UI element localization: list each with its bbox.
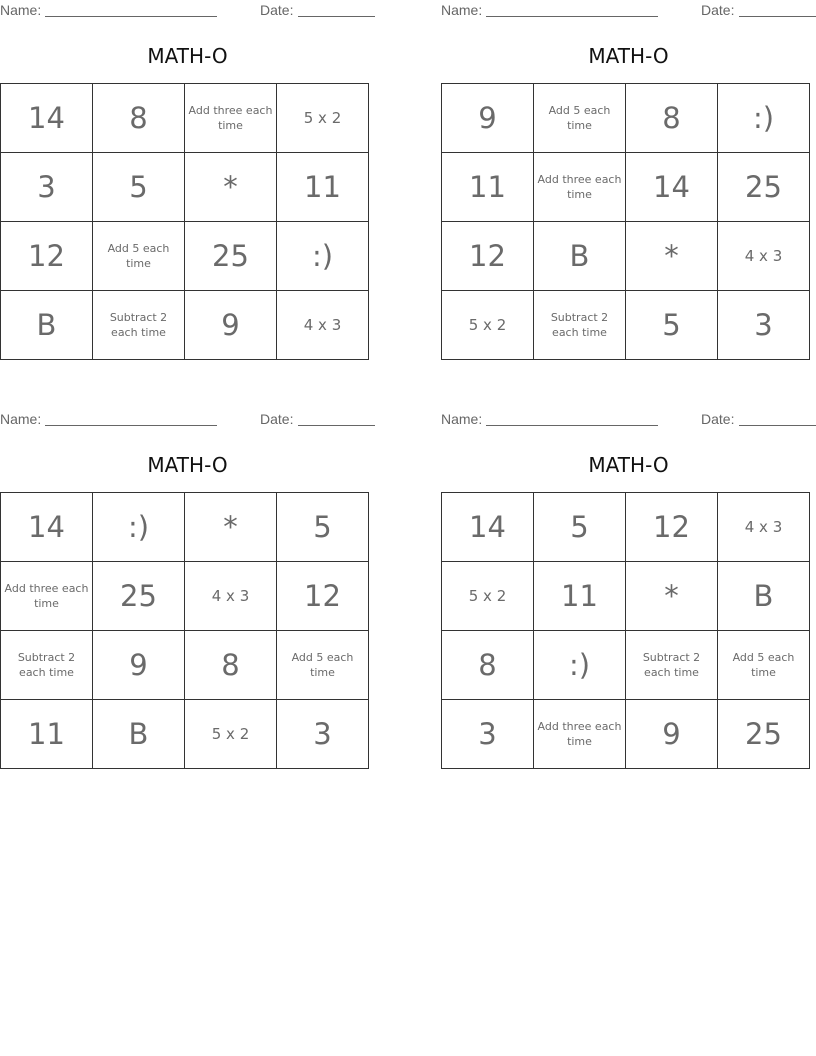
grid-cell: Add 5 each time (718, 631, 810, 700)
grid-cell: :) (93, 493, 185, 562)
grid-row (442, 291, 810, 360)
grid-cell: :) (534, 631, 626, 700)
date-blank-line (298, 425, 375, 426)
grid-row (1, 153, 369, 222)
grid-cell: 5 x 2 (442, 562, 534, 631)
name-blank-line (45, 425, 217, 426)
grid-row (1, 631, 369, 700)
grid-cell: 5 x 2 (185, 700, 277, 769)
grid-cell: 8 (185, 631, 277, 700)
grid-cell: 12 (626, 493, 718, 562)
grid-cell: 5 (277, 493, 369, 562)
grid-cell: 11 (1, 700, 93, 769)
grid-cell: 5 (626, 291, 718, 360)
grid-row (442, 222, 810, 291)
grid-row (1, 84, 369, 153)
name-date-row (441, 2, 816, 20)
grid-cell: Add 5 each time (93, 222, 185, 291)
grid-cell: 25 (185, 222, 277, 291)
card-title: MATH-O (588, 44, 669, 68)
grid-cell: B (93, 700, 185, 769)
grid-cell: 4 x 3 (718, 222, 810, 291)
card-title: MATH-O (588, 453, 669, 477)
card-title: MATH-O (147, 453, 228, 477)
name-date-row (441, 411, 816, 429)
grid-row (1, 222, 369, 291)
grid-row (442, 631, 810, 700)
grid-cell: :) (277, 222, 369, 291)
grid-cell: Add 5 each time (534, 84, 626, 153)
name-blank-line (45, 16, 217, 17)
name-label: Name: (0, 411, 42, 427)
name-blank-line (486, 425, 658, 426)
grid-cell: B (534, 222, 626, 291)
grid-cell: Add three each time (534, 700, 626, 769)
grid-cell: 9 (93, 631, 185, 700)
grid-cell: * (626, 562, 718, 631)
grid-cell: * (185, 153, 277, 222)
grid-cell: 5 (534, 493, 626, 562)
grid-cell: 11 (442, 153, 534, 222)
bingo-card-3 (0, 409, 376, 773)
date-label: Date: (701, 411, 735, 427)
bingo-grid (441, 83, 810, 360)
grid-cell: 11 (534, 562, 626, 631)
grid-cell: 25 (718, 153, 810, 222)
grid-cell: 4 x 3 (718, 493, 810, 562)
date-blank-line (298, 16, 375, 17)
name-blank-line (486, 16, 658, 17)
grid-cell: 5 (93, 153, 185, 222)
grid-cell: 14 (626, 153, 718, 222)
card-title: MATH-O (147, 44, 228, 68)
grid-row (442, 562, 810, 631)
bingo-grid (441, 492, 810, 769)
grid-cell: 25 (93, 562, 185, 631)
grid-cell: 8 (93, 84, 185, 153)
grid-cell: B (718, 562, 810, 631)
bingo-grid (0, 83, 369, 360)
grid-cell: 3 (1, 153, 93, 222)
grid-cell: 14 (1, 493, 93, 562)
date-blank-line (739, 16, 816, 17)
grid-cell: 11 (277, 153, 369, 222)
grid-cell: 12 (1, 222, 93, 291)
grid-cell: 3 (277, 700, 369, 769)
grid-cell: Subtract 2 each time (1, 631, 93, 700)
grid-cell: :) (718, 84, 810, 153)
grid-cell: 9 (442, 84, 534, 153)
grid-cell: Subtract 2 each time (93, 291, 185, 360)
name-label: Name: (441, 411, 483, 427)
grid-row (442, 84, 810, 153)
grid-cell: Add three each time (534, 153, 626, 222)
grid-cell: Add three each time (185, 84, 277, 153)
date-label: Date: (260, 2, 294, 18)
grid-cell: * (185, 493, 277, 562)
date-label: Date: (260, 411, 294, 427)
grid-cell: B (1, 291, 93, 360)
grid-cell: 4 x 3 (185, 562, 277, 631)
grid-cell: 8 (442, 631, 534, 700)
grid-row (1, 700, 369, 769)
grid-cell: 5 x 2 (277, 84, 369, 153)
grid-cell: Subtract 2 each time (626, 631, 718, 700)
grid-cell: 4 x 3 (277, 291, 369, 360)
grid-row (442, 153, 810, 222)
name-label: Name: (0, 2, 42, 18)
name-date-row (0, 2, 376, 20)
grid-cell: 9 (185, 291, 277, 360)
grid-cell: 12 (277, 562, 369, 631)
date-label: Date: (701, 2, 735, 18)
grid-cell: Subtract 2 each time (534, 291, 626, 360)
grid-row (442, 700, 810, 769)
name-date-row (0, 411, 376, 429)
grid-cell: Add 5 each time (277, 631, 369, 700)
grid-row (1, 562, 369, 631)
grid-cell: * (626, 222, 718, 291)
grid-cell: 3 (442, 700, 534, 769)
bingo-grid (0, 492, 369, 769)
grid-cell: Add three each time (1, 562, 93, 631)
bingo-card-1 (0, 0, 376, 364)
grid-cell: 14 (1, 84, 93, 153)
date-blank-line (739, 425, 816, 426)
bingo-card-2 (441, 0, 816, 364)
grid-cell: 25 (718, 700, 810, 769)
grid-cell: 9 (626, 700, 718, 769)
grid-row (1, 291, 369, 360)
grid-cell: 8 (626, 84, 718, 153)
grid-cell: 14 (442, 493, 534, 562)
grid-row (1, 493, 369, 562)
grid-cell: 3 (718, 291, 810, 360)
grid-cell: 12 (442, 222, 534, 291)
grid-cell: 5 x 2 (442, 291, 534, 360)
name-label: Name: (441, 2, 483, 18)
grid-row (442, 493, 810, 562)
bingo-card-4 (441, 409, 816, 773)
